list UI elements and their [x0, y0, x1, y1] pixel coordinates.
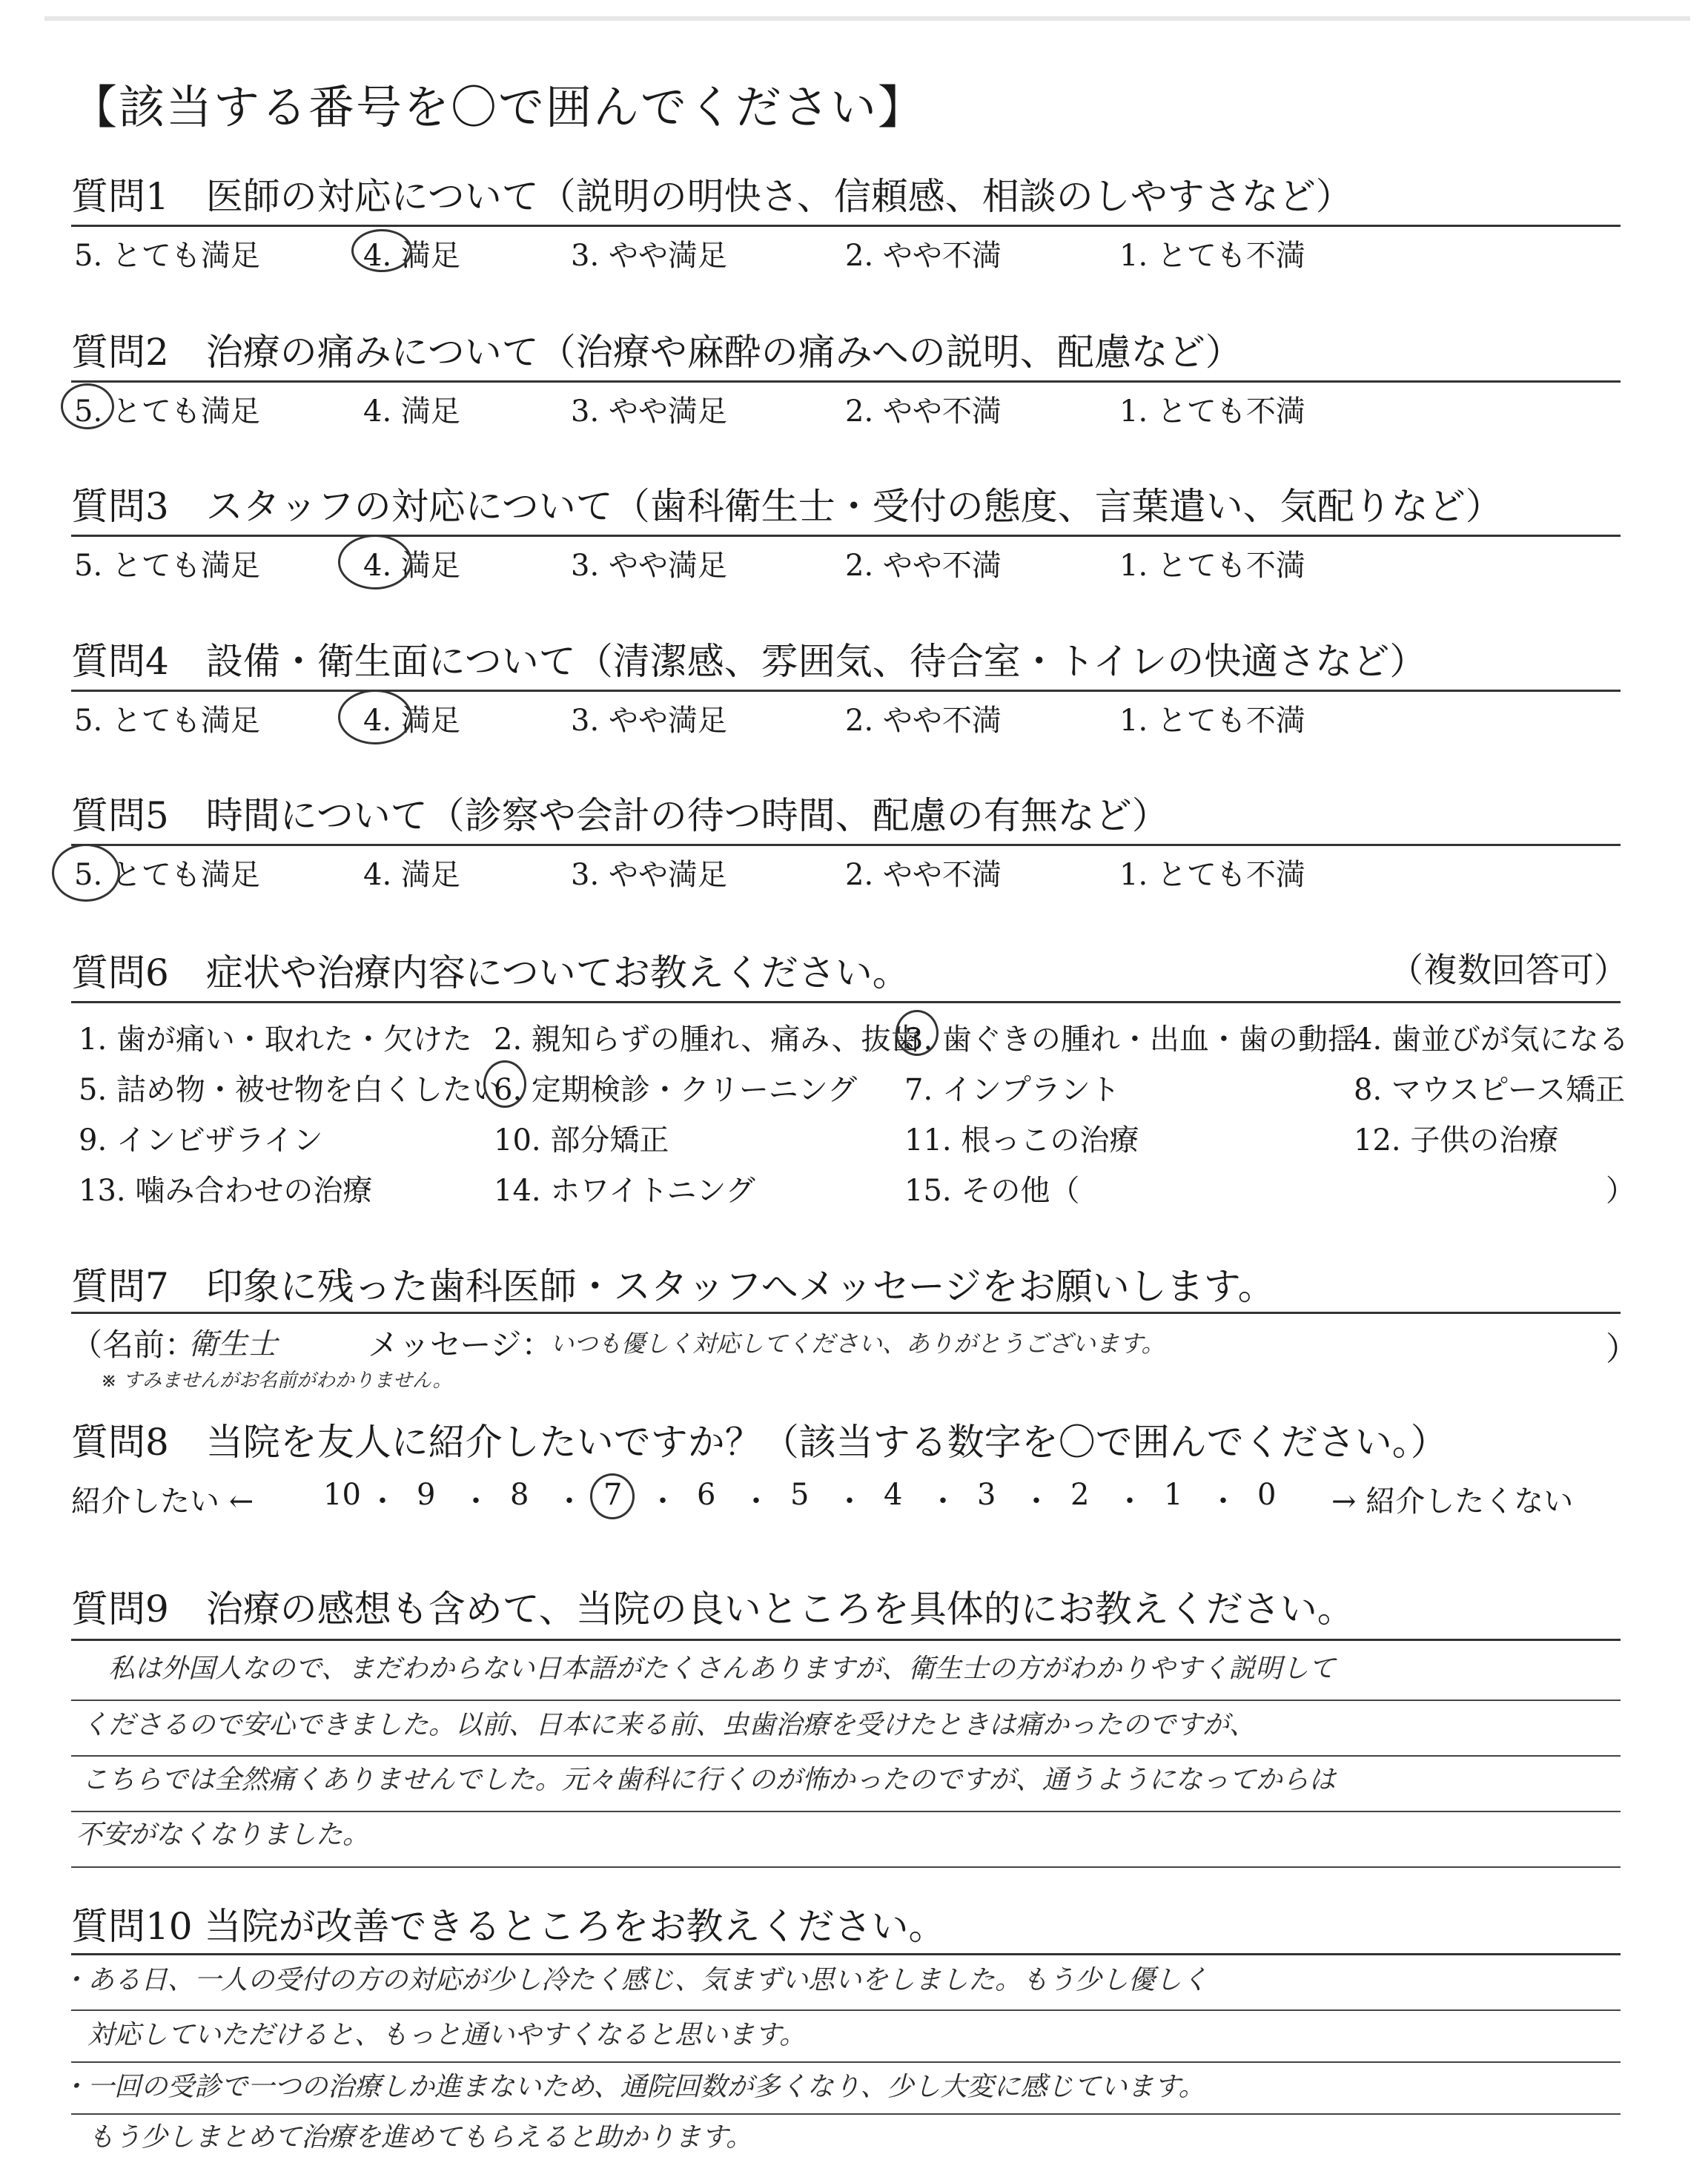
q6-option-15[interactable]: 15. その他（: [904, 1174, 1080, 1208]
q6-option-11[interactable]: 11. 根っこの治療: [904, 1123, 1139, 1157]
page-title: 【該当する番号を〇で囲んでください】: [71, 80, 926, 134]
selected-circle-mark: [590, 1473, 635, 1519]
scale-separator: ・: [928, 1484, 958, 1519]
recommend-score-10[interactable]: 10: [323, 1478, 361, 1512]
question-6-title: 質問6 症状や治療内容についてお教えください。: [71, 951, 910, 994]
recommend-yes-label: 紹介したい ←: [71, 1484, 254, 1519]
recommend-score-6[interactable]: 6: [697, 1478, 716, 1512]
q1-option-2[interactable]: 2. やや不満: [845, 239, 1002, 273]
q6-option-8[interactable]: 8. マウスピース矯正: [1354, 1073, 1626, 1107]
question-4-title: 質問4 設備・衛生面について（清潔感、雰囲気、待合室・トイレの快適さなど）: [71, 640, 1427, 683]
q6-option-4[interactable]: 4. 歯並びが気になる: [1354, 1023, 1629, 1057]
question-10-title: 質問10 当院が改善できるところをお教えください。: [71, 1905, 946, 1948]
multiple-answers-note: （複数回答可）: [1389, 950, 1628, 990]
q3-option-4[interactable]: 4. 満足: [363, 549, 460, 583]
q5-option-1[interactable]: 1. とても不満: [1119, 858, 1305, 892]
question-7-rule: [71, 1312, 1621, 1314]
message-close-paren: ）: [1606, 1330, 1638, 1368]
question-1-rule: [71, 225, 1621, 227]
question-9-rule: [71, 1639, 1621, 1641]
q4-option-2[interactable]: 2. やや不満: [845, 704, 1002, 738]
q10-answer-line-4[interactable]: もう少しまとめて治療を進めてもらえると助かります。: [87, 2122, 753, 2153]
q5-option-5[interactable]: 5. とても満足: [74, 858, 260, 892]
question-3-title: 質問3 スタッフの対応について（歯科衛生士・受付の態度、言葉遣い、気配りなど）: [71, 485, 1503, 528]
q6-option-13[interactable]: 13. 噛み合わせの治療: [79, 1174, 373, 1208]
answer-line: [71, 1811, 1621, 1812]
q6-option-9[interactable]: 9. インビザライン: [79, 1123, 323, 1157]
q6-option-6[interactable]: 6. 定期検診・クリーニング: [494, 1073, 858, 1107]
q9-answer-line-4[interactable]: 不安がなくなりました。: [76, 1820, 370, 1850]
q2-option-5[interactable]: 5. とても満足: [74, 394, 260, 429]
q9-answer-line-3[interactable]: こちらでは全然痛くありませんでした。元々歯科に行くのが怖かったのですが、通うようになってからは: [82, 1765, 1336, 1795]
q6-option-7[interactable]: 7. インプラント: [904, 1073, 1120, 1107]
recommend-score-9[interactable]: 9: [417, 1478, 436, 1512]
question-2-title: 質問2 治療の痛みについて（治療や麻酔の痛みへの説明、配慮など）: [71, 331, 1242, 374]
recommend-score-2[interactable]: 2: [1070, 1478, 1090, 1512]
q6-option-5[interactable]: 5. 詰め物・被せ物を白くしたい: [79, 1073, 502, 1107]
message-label: メッセージ：: [368, 1327, 553, 1363]
scale-separator: ・: [835, 1484, 864, 1519]
selected-circle-mark: [338, 690, 412, 744]
q1-option-3[interactable]: 3. やや満足: [571, 239, 727, 273]
answer-line: [71, 2009, 1621, 2011]
question-3-rule: [71, 535, 1621, 537]
q4-option-4[interactable]: 4. 満足: [363, 704, 460, 738]
recommend-no-label: → 紹介したくない: [1331, 1484, 1574, 1519]
question-5-title: 質問5 時間について（診察や会計の待つ時間、配慮の有無など）: [71, 794, 1169, 837]
scale-separator: ・: [461, 1484, 491, 1519]
answer-line: [71, 2061, 1621, 2063]
handwritten-footnote: ※ すみませんがお名前がわかりません。: [101, 1370, 452, 1392]
q1-option-1[interactable]: 1. とても不満: [1119, 239, 1305, 273]
recommend-score-3[interactable]: 3: [977, 1478, 996, 1512]
selected-circle-mark: [351, 229, 412, 272]
q6-option-12[interactable]: 12. 子供の治療: [1354, 1123, 1559, 1157]
recommend-score-5[interactable]: 5: [790, 1478, 810, 1512]
q6-option-14[interactable]: 14. ホワイトニング: [494, 1174, 755, 1208]
answer-line: [71, 2113, 1621, 2115]
name-value[interactable]: 衛生士: [188, 1327, 277, 1361]
selected-circle-mark: [338, 535, 412, 589]
selected-circle-mark: [61, 383, 114, 429]
selected-circle-mark: [52, 844, 120, 902]
message-value[interactable]: いつも優しく対応してください、ありがとうございます。: [550, 1330, 1165, 1358]
q2-option-1[interactable]: 1. とても不満: [1119, 394, 1305, 429]
selected-circle-mark: [483, 1060, 526, 1108]
q6-option-10[interactable]: 10. 部分矯正: [494, 1123, 669, 1157]
question-6-rule: [71, 1001, 1621, 1003]
recommend-score-7[interactable]: 7: [603, 1478, 623, 1512]
recommend-score-0[interactable]: 0: [1257, 1478, 1277, 1512]
q10-answer-line-3[interactable]: ・一回の受診で一つの治療しか進まないため、通院回数が多くなり、少し大変に感じています。: [61, 2072, 1205, 2102]
q3-option-1[interactable]: 1. とても不満: [1119, 549, 1305, 583]
q5-option-3[interactable]: 3. やや満足: [571, 858, 727, 892]
name-label: （名前：: [71, 1327, 196, 1363]
q2-option-4[interactable]: 4. 満足: [363, 394, 460, 429]
q3-option-2[interactable]: 2. やや不満: [845, 549, 1002, 583]
question-7-title: 質問7 印象に残った歯科医師・スタッフへメッセージをお願いします。: [71, 1265, 1275, 1308]
q4-option-3[interactable]: 3. やや満足: [571, 704, 727, 738]
scale-separator: ・: [555, 1484, 584, 1519]
q2-option-3[interactable]: 3. やや満足: [571, 394, 727, 429]
question-5-rule: [71, 844, 1621, 846]
q6-option-1[interactable]: 1. 歯が痛い・取れた・欠けた: [79, 1023, 472, 1057]
question-2-rule: [71, 380, 1621, 383]
scale-separator: ・: [1115, 1484, 1145, 1519]
top-border: [44, 16, 1690, 21]
selected-circle-mark: [896, 1010, 939, 1056]
scale-separator: ・: [368, 1484, 397, 1519]
q4-option-5[interactable]: 5. とても満足: [74, 704, 260, 738]
q5-option-4[interactable]: 4. 満足: [363, 858, 460, 892]
q3-option-5[interactable]: 5. とても満足: [74, 549, 260, 583]
q10-answer-line-1[interactable]: ・ある日、一人の受付の方の対応が少し冷たく感じ、気まずい思いをしました。もう少し優しく: [61, 1965, 1209, 1995]
q10-answer-line-2[interactable]: 対応していただけると、もっと通いやすくなると思います。: [87, 2020, 807, 2050]
answer-line: [71, 1700, 1621, 1701]
recommend-score-4[interactable]: 4: [884, 1478, 903, 1512]
q1-option-4[interactable]: 4. 満足: [363, 239, 460, 273]
recommend-scale: [323, 1478, 1376, 1522]
q4-option-1[interactable]: 1. とても不満: [1119, 704, 1305, 738]
question-9-title: 質問9 治療の感想も含めて、当院の良いところを具体的にお教えください。: [71, 1588, 1354, 1631]
recommend-score-1[interactable]: 1: [1164, 1478, 1183, 1512]
q6-option-2[interactable]: 2. 親知らずの腫れ、痛み、抜歯: [494, 1023, 921, 1057]
q9-answer-line-1[interactable]: 私は外国人なので、まだわからない日本語がたくさんありますが、衛生士の方がわかりやすく説明して: [108, 1654, 1336, 1684]
scale-separator: ・: [741, 1484, 771, 1519]
q3-option-3[interactable]: 3. やや満足: [571, 549, 727, 583]
question-10-rule: [71, 1953, 1621, 1955]
q2-option-2[interactable]: 2. やや不満: [845, 394, 1002, 429]
question-8-title: 質問8 当院を友人に紹介したいですか？（該当する数字を〇で囲んでください。）: [71, 1421, 1448, 1464]
answer-line: [71, 1755, 1621, 1757]
q1-option-5[interactable]: 5. とても満足: [74, 239, 260, 273]
q5-option-2[interactable]: 2. やや不満: [845, 858, 1002, 892]
q6-option-3[interactable]: 3. 歯ぐきの腫れ・出血・歯の動揺: [904, 1023, 1357, 1057]
q6-other-close-paren: ）: [1606, 1174, 1635, 1208]
scale-separator: ・: [1022, 1484, 1051, 1519]
scale-separator: ・: [648, 1484, 678, 1519]
recommend-score-8[interactable]: 8: [510, 1478, 529, 1512]
answer-line: [71, 1866, 1621, 1868]
scale-separator: ・: [1208, 1484, 1238, 1519]
question-4-rule: [71, 690, 1621, 692]
question-1-title: 質問1 医師の対応について（説明の明快さ、信頼感、相談のしやすさなど）: [71, 175, 1353, 218]
q9-answer-line-2[interactable]: くださるので安心できました。以前、日本に来る前、虫歯治療を受けたときは痛かったのですが、: [82, 1710, 1257, 1740]
